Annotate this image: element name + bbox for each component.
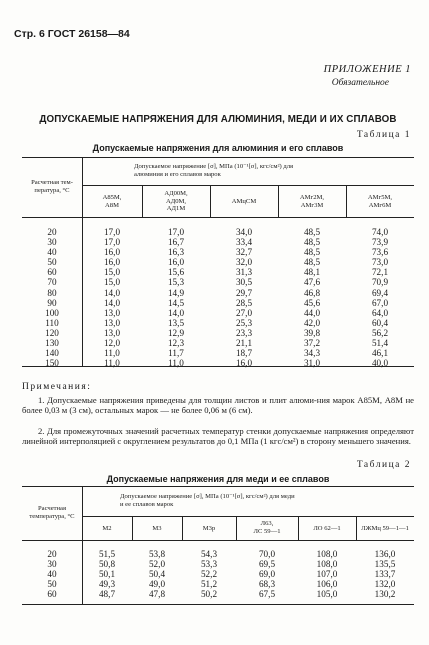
table2-col-header: М2 [102, 525, 112, 532]
table2-value-column [82, 549, 132, 599]
table-cell: 90 [47, 297, 57, 308]
table-cell: 42,0 [303, 317, 321, 328]
table-cell: 72,1 [371, 267, 389, 278]
table1-value-column [82, 227, 142, 368]
table-cell: 21,1 [235, 338, 253, 349]
table-cell: 13,0 [103, 307, 121, 318]
table-cell: 23,3 [235, 327, 253, 338]
table-cell: 105,0 [316, 589, 338, 600]
table-cell: 140 [45, 348, 59, 359]
table-cell: 32,7 [235, 247, 253, 258]
table-cell: 60,4 [371, 317, 389, 328]
table2-value-column [182, 549, 236, 599]
table-cell: 30,5 [235, 277, 253, 288]
table2-caption: Допускаемые напряжения для меди и ее сплавов [106, 474, 330, 484]
table-cell: 47,6 [303, 277, 321, 288]
table2-value-column [132, 549, 182, 599]
table2-col-header: ЛО 62—1 [313, 525, 341, 532]
table-cell: 56,2 [371, 327, 389, 338]
table-cell: 135,5 [374, 559, 396, 570]
table2-temp-header: Расчетная температура, °С [29, 505, 75, 520]
table1-value-column [142, 227, 210, 368]
table-cell: 108,0 [316, 549, 338, 559]
table-cell: 17,0 [103, 237, 121, 248]
table-cell: 31,0 [303, 358, 321, 369]
table-cell: 13,0 [103, 317, 121, 328]
table-cell: 48,1 [303, 267, 321, 278]
table-cell: 15,3 [167, 277, 185, 288]
table2-value-column [298, 549, 356, 599]
table-cell: 50,8 [98, 559, 116, 570]
table-cell: 20 [47, 227, 57, 237]
table-cell: 28,5 [235, 297, 253, 308]
table-cell: 106,0 [316, 579, 338, 590]
table-cell: 80 [47, 287, 57, 298]
table1-value-column [346, 227, 414, 368]
table-cell: 130,2 [374, 589, 396, 600]
table-cell: 44,0 [303, 307, 321, 318]
table-cell: 11,7 [168, 348, 184, 359]
table2-col-header: М3р [202, 525, 216, 532]
table-cell: 120 [45, 327, 59, 338]
table-cell: 51,5 [98, 549, 116, 559]
table-cell: 51,2 [200, 579, 218, 590]
table2-value-column [236, 549, 298, 599]
table-cell: 67,0 [371, 297, 389, 308]
table-cell: 11,0 [104, 348, 120, 359]
table-cell: 108,0 [316, 559, 338, 570]
table-cell: 52,0 [148, 559, 166, 570]
table2-group-header: Допускаемое напряжение [σ], МПа (10⁻¹[σ], кгс/см²) для меди и ее сплавов марок [120, 493, 295, 508]
table-cell: 74,0 [371, 227, 389, 237]
table-cell: 30 [47, 237, 57, 248]
table-cell: 69,0 [258, 569, 276, 580]
table-cell: 70 [47, 277, 57, 288]
table1-col-header: АМг5М, АМг6М [367, 194, 393, 209]
table-cell: 69,4 [371, 287, 389, 298]
table-cell: 16,0 [103, 247, 121, 258]
table-cell: 69,5 [258, 559, 276, 570]
table-cell: 46,1 [371, 348, 389, 359]
table1-label: Таблица 1 [356, 130, 411, 140]
table-cell: 15,6 [167, 267, 185, 278]
table-cell: 48,5 [303, 257, 321, 268]
table-cell: 48,5 [303, 227, 321, 237]
table-cell: 50 [47, 257, 57, 268]
main-title: ДОПУСКАЕМЫЕ НАПРЯЖЕНИЯ ДЛЯ АЛЮМИНИЯ, МЕДИ И ИХ СПЛАВОВ [39, 114, 397, 125]
table-cell: 17,0 [167, 227, 185, 237]
table-cell: 150 [45, 358, 59, 369]
table-cell: 15,0 [103, 277, 121, 288]
table-cell: 50,2 [200, 589, 218, 600]
table1-col-header: АМцСМ [231, 198, 257, 205]
table1-group-header: Допускаемое напряжение [σ], МПа (10⁻¹[σ], кгс/см²) для алюминия и его сплавов марок [134, 163, 294, 178]
table1-value-column [210, 227, 278, 368]
table-cell: 136,0 [374, 549, 396, 559]
table-cell: 31,3 [235, 267, 253, 278]
table2-col-header: М3 [152, 525, 162, 532]
table-cell: 17,0 [103, 227, 121, 237]
note-item: 1. Допускаемые напряжения приведены для толщин листов и плит алюми-ния марок А85М, А8М не более 0,03 м (3 см), остальных марок — не более 0,06 м (6 см). [22, 395, 414, 416]
table-cell: 18,7 [235, 348, 253, 359]
appendix-subtitle: Обязательное [331, 78, 389, 88]
table-cell: 13,5 [167, 317, 185, 328]
table-cell: 16,0 [235, 358, 253, 369]
table1-col-header: А85М, А8М [102, 194, 122, 209]
table1-temp-column [22, 227, 82, 368]
table-cell: 14,0 [103, 297, 121, 308]
table-cell: 45,6 [303, 297, 321, 308]
table-cell: 11,0 [168, 358, 184, 369]
table-cell: 12,9 [167, 327, 185, 338]
table2-temp-column [22, 549, 82, 599]
table-cell: 37,2 [303, 338, 321, 349]
table-cell: 110 [45, 317, 59, 328]
table-cell: 54,3 [200, 549, 218, 559]
table-cell: 60 [47, 589, 57, 600]
table-cell: 20 [47, 549, 57, 559]
table-cell: 25,3 [235, 317, 253, 328]
table-cell: 49,0 [148, 579, 166, 590]
table-cell: 60 [47, 267, 57, 278]
table-cell: 68,3 [258, 579, 276, 590]
table-cell: 50,1 [98, 569, 116, 580]
appendix-title: ПРИЛОЖЕНИЕ 1 [323, 64, 411, 75]
table-cell: 132,0 [374, 579, 396, 590]
table1-caption: Допускаемые напряжения для алюминия и его сплавов [92, 143, 344, 153]
note-item: 2. Для промежуточных значений расчетных температур стенки допускаемые напряжения определяют линейной интерполяцией с округлением результатов до 0,1 МПа (1 кгс/см²) в сторону меньшего значения. [22, 426, 414, 447]
table-cell: 67,5 [258, 589, 276, 600]
table1-value-column [278, 227, 346, 368]
table-cell: 14,9 [167, 287, 185, 298]
table1-col-header: АД00М, АД0М, АД1М [164, 190, 188, 213]
table1-temp-header: Расчетная тем- пература, °С [31, 179, 73, 194]
table-cell: 53,8 [148, 549, 166, 559]
table2-value-column [356, 549, 414, 599]
table-cell: 51,4 [371, 338, 389, 349]
table-cell: 130 [45, 338, 59, 349]
table-cell: 34,3 [303, 348, 321, 359]
table-cell: 70,0 [258, 549, 276, 559]
table2-col-header: Л63, ЛС 59—1 [253, 520, 281, 535]
table-cell: 40 [47, 569, 57, 580]
table-cell: 133,7 [374, 569, 396, 580]
table-cell: 64,0 [371, 307, 389, 318]
table-cell: 15,0 [103, 267, 121, 278]
table-cell: 11,0 [104, 358, 120, 369]
table1-col-header: АМг2М, АМг3М [299, 194, 325, 209]
table-cell: 14,5 [167, 297, 185, 308]
table-cell: 40,0 [371, 358, 389, 369]
table-cell: 29,7 [235, 287, 253, 298]
table-cell: 73,9 [371, 237, 389, 248]
table-cell: 107,0 [316, 569, 338, 580]
table-cell: 47,8 [148, 589, 166, 600]
table-cell: 30 [47, 559, 57, 570]
table-cell: 73,6 [371, 247, 389, 258]
table2-col-header: ЛЖМц 59—1—1 [361, 525, 409, 532]
table-cell: 12,0 [103, 338, 121, 349]
table-cell: 16,7 [167, 237, 185, 248]
table-cell: 32,0 [235, 257, 253, 268]
table-cell: 53,3 [200, 559, 218, 570]
table-cell: 33,4 [235, 237, 253, 248]
table-cell: 52,2 [200, 569, 218, 580]
table2-label: Таблица 2 [356, 460, 411, 470]
table-cell: 49,3 [98, 579, 116, 590]
table-cell: 34,0 [235, 227, 253, 237]
table-cell: 46,8 [303, 287, 321, 298]
table-cell: 40 [47, 247, 57, 258]
table-cell: 48,7 [98, 589, 116, 600]
table-cell: 14,0 [103, 287, 121, 298]
table-cell: 16,0 [167, 257, 185, 268]
table-cell: 27,0 [235, 307, 253, 318]
table-cell: 39,8 [303, 327, 321, 338]
table-cell: 50,4 [148, 569, 166, 580]
table-cell: 70,9 [371, 277, 389, 288]
table-cell: 48,5 [303, 237, 321, 248]
running-head: Стр. 6 ГОСТ 26158—84 [14, 28, 130, 40]
table-cell: 14,0 [167, 307, 185, 318]
table-cell: 73,0 [371, 257, 389, 268]
table-cell: 12,3 [167, 338, 185, 349]
notes-heading: Примечания: [22, 382, 92, 392]
table-cell: 100 [45, 307, 59, 318]
table-cell: 16,3 [167, 247, 185, 258]
table-cell: 16,0 [103, 257, 121, 268]
table-cell: 48,5 [303, 247, 321, 258]
table-cell: 13,0 [103, 327, 121, 338]
table-cell: 50 [47, 579, 57, 590]
